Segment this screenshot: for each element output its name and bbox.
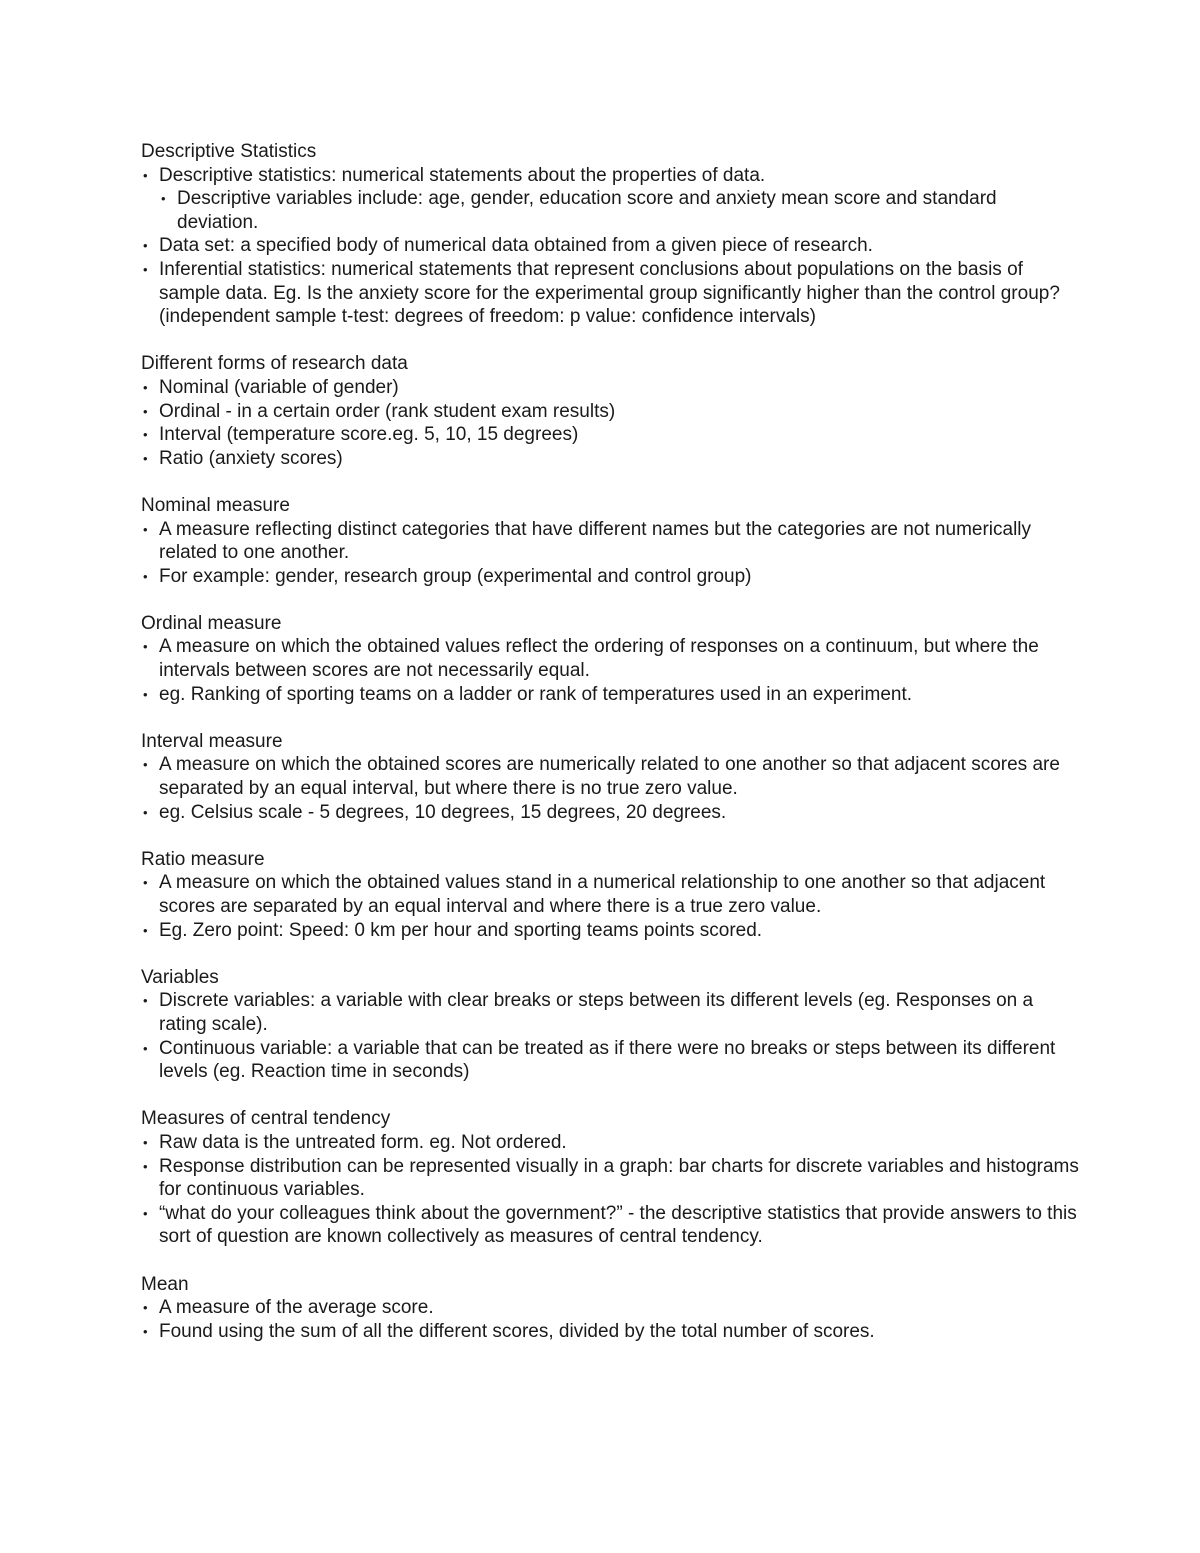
bullet-list	[141, 518, 1081, 589]
bullet-item: • A measure on which the obtained values stand in a numerical relationship to one another so that adjacent scores are separated by an equal interval and where there is a true zero value.	[141, 871, 1081, 918]
bullet-item: • A measure on which the obtained scores are numerically related to one another so that adjacent scores are separated by an equal interval, but where there is no true zero value.	[141, 753, 1081, 800]
section-ordinal-measure	[141, 612, 1081, 706]
bullet-list	[141, 164, 1081, 329]
bullet-list	[141, 376, 1081, 470]
bullet-list	[141, 635, 1081, 706]
bullet-item	[141, 164, 1081, 235]
bullet-item: • Raw data is the untreated form. eg. Not ordered.	[141, 1131, 1081, 1155]
bullet-list	[141, 871, 1081, 942]
document-page	[141, 140, 1081, 1367]
bullet-item: • Found using the sum of all the different scores, divided by the total number of scores.	[141, 1320, 1081, 1344]
bullet-item: • Discrete variables: a variable with clear breaks or steps between its different levels (eg. Responses on a rating scale).	[141, 989, 1081, 1036]
section-heading: Interval measure	[141, 730, 283, 752]
bullet-item: • A measure of the average score.	[141, 1296, 1081, 1320]
section-interval-measure	[141, 730, 1081, 824]
bullet-item: • A measure on which the obtained values reflect the ordering of responses on a continuum, but where the intervals between scores are not necessarily equal.	[141, 635, 1081, 682]
bullet-item: • Inferential statistics: numerical statements that represent conclusions about populations on the basis of sample data. Eg. Is the anxiety score for the experimental group significantly higher than the control group? (independent sample t-test: degrees of freedom: p value: confidence intervals)	[141, 258, 1081, 329]
section-heading: Measures of central tendency	[141, 1108, 391, 1130]
bullet-list	[141, 1296, 1081, 1343]
bullet-list	[141, 1131, 1081, 1249]
section-heading: Different forms of research data	[141, 353, 408, 375]
bullet-item: • Continuous variable: a variable that can be treated as if there were no breaks or steps between its different levels (eg. Reaction time in seconds)	[141, 1037, 1081, 1084]
section-heading: Mean	[141, 1273, 189, 1295]
bullet-item: • Response distribution can be represented visually in a graph: bar charts for discrete variables and histograms for continuous variables.	[141, 1155, 1081, 1202]
bullet-item: • Ratio (anxiety scores)	[141, 447, 1081, 471]
sub-bullet-list	[141, 187, 1081, 234]
section-heading: Nominal measure	[141, 494, 290, 516]
bullet-item: • Data set: a specified body of numerical data obtained from a given piece of research.	[141, 234, 1081, 258]
bullet-item: • Eg. Zero point: Speed: 0 km per hour and sporting teams points scored.	[141, 919, 1081, 943]
section-forms-of-research-data	[141, 352, 1081, 470]
section-nominal-measure	[141, 494, 1081, 588]
bullet-item: • “what do your colleagues think about the government?” - the descriptive statistics that provide answers to this sort of question are known collectively as measures of central tendency.	[141, 1202, 1081, 1249]
section-heading: Ratio measure	[141, 848, 265, 870]
bullet-item: • Nominal (variable of gender)	[141, 376, 1081, 400]
bullet-item: • eg. Ranking of sporting teams on a ladder or rank of temperatures used in an experiment.	[141, 683, 1081, 707]
section-descriptive-statistics	[141, 140, 1081, 329]
sub-bullet-item: • Descriptive variables include: age, gender, education score and anxiety mean score and standard deviation.	[141, 187, 1081, 234]
section-heading: Ordinal measure	[141, 612, 282, 634]
bullet-list	[141, 753, 1081, 824]
section-ratio-measure	[141, 848, 1081, 942]
bullet-item: • Ordinal - in a certain order (rank student exam results)	[141, 400, 1081, 424]
bullet-text: Descriptive statistics: numerical statements about the properties of data.	[159, 164, 766, 186]
section-heading: Variables	[141, 966, 219, 988]
section-measures-of-central-tendency	[141, 1107, 1081, 1249]
bullet-item: • Interval (temperature score.eg. 5, 10, 15 degrees)	[141, 423, 1081, 447]
bullet-list	[141, 989, 1081, 1083]
bullet-item: • A measure reflecting distinct categories that have different names but the categories are not numerically related to one another.	[141, 518, 1081, 565]
section-heading: Descriptive Statistics	[141, 141, 317, 162]
section-variables	[141, 966, 1081, 1084]
bullet-item: • For example: gender, research group (experimental and control group)	[141, 565, 1081, 589]
bullet-item: • eg. Celsius scale - 5 degrees, 10 degrees, 15 degrees, 20 degrees.	[141, 801, 1081, 825]
section-mean	[141, 1273, 1081, 1344]
